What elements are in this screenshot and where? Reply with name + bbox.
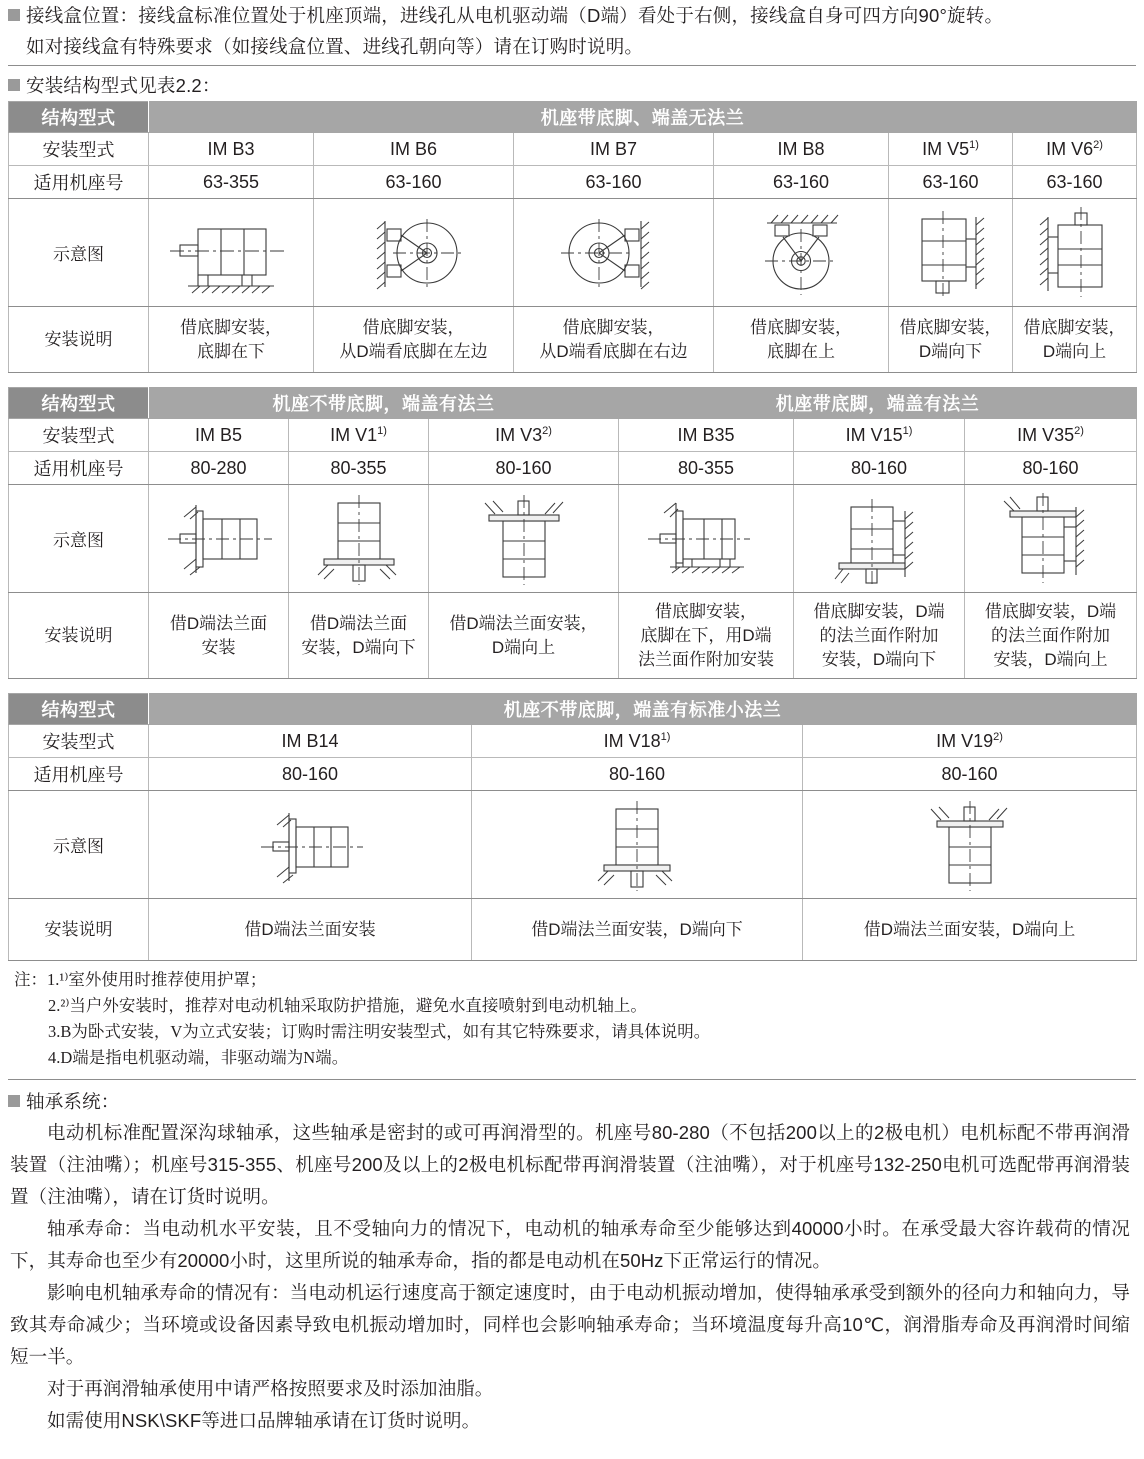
diagram-cell-im-b7 bbox=[514, 199, 714, 307]
diagram-cell-im-v1 bbox=[289, 485, 429, 593]
footnote-4: 4.D端是指电机驱动端，非驱动端为N端。 bbox=[48, 1048, 349, 1067]
motor-end-view-feet-right-icon bbox=[539, 203, 689, 303]
cell-mounting-note: 借D端法兰面安装 bbox=[149, 899, 472, 961]
intro-section bbox=[8, 0, 1136, 101]
bearing-paragraph-4: 对于再润滑轴承使用中请严格按照要求及时添加油脂。 bbox=[47, 1378, 494, 1399]
small-flange-horizontal-icon bbox=[245, 795, 375, 895]
row-label-frame-size: 适用机座号 bbox=[9, 452, 149, 485]
cell-frame-size: 63-160 bbox=[889, 166, 1013, 199]
cell-mounting-type: IM B14 bbox=[149, 725, 472, 758]
row-label-mounting-type: 安装型式 bbox=[9, 133, 149, 166]
flange-feet-horizontal-icon bbox=[636, 489, 776, 589]
cell-mounting-type: IM V6$^{2)}$ bbox=[1013, 133, 1137, 166]
diagram-cell-im-v3 bbox=[429, 485, 619, 593]
cell-frame-size: 80-160 bbox=[965, 452, 1137, 485]
row-label-frame-size: 适用机座号 bbox=[9, 166, 149, 199]
cell-mounting-note: 借底脚安装， 从D端看底脚在右边 bbox=[514, 307, 714, 373]
motor-end-view-feet-up-icon bbox=[731, 203, 871, 303]
divider-rule-1 bbox=[8, 65, 1136, 66]
flange-vertical-shaft-down-icon bbox=[294, 489, 424, 589]
row-label-mounting-type: 安装型式 bbox=[9, 419, 149, 452]
diagram-cell-im-v5 bbox=[889, 199, 1013, 307]
cell-mounting-note: 借底脚安装，D端 的法兰面作附加 安装，D端向上 bbox=[965, 593, 1137, 679]
table-row bbox=[9, 388, 1137, 419]
table-row bbox=[9, 307, 1137, 373]
row-label-mounting-note: 安装说明 bbox=[9, 899, 149, 961]
diagram-cell-im-b3 bbox=[149, 199, 314, 307]
cell-mounting-type: IM B3 bbox=[149, 133, 314, 166]
diagram-cell-im-b35 bbox=[619, 485, 794, 593]
small-flange-vertical-down-icon bbox=[572, 795, 702, 895]
mounting-table-1 bbox=[8, 101, 1137, 373]
footnote-1: 注：1.¹⁾室外使用时推荐使用护罩； bbox=[14, 970, 267, 989]
cell-frame-size: 80-355 bbox=[619, 452, 794, 485]
diagram-cell-im-v6 bbox=[1013, 199, 1137, 307]
table-row bbox=[9, 791, 1137, 899]
cell-frame-size: 80-160 bbox=[794, 452, 965, 485]
diagram-cell-im-v19 bbox=[803, 791, 1137, 899]
cell-mounting-note: 借D端法兰面安装，D端向上 bbox=[803, 899, 1137, 961]
diagram-cell-im-b5 bbox=[149, 485, 289, 593]
diagram-cell-im-b14 bbox=[149, 791, 472, 899]
cell-mounting-type: IM B6 bbox=[314, 133, 514, 166]
bearing-paragraph-1: 电动机标准配置深沟球轴承，这些轴承是密封的或可再润滑型的。机座号80-280（不包括200以上的2极电机）电机标配不带再润滑装置（注油嘴）；机座号315-355、机座号200及以上的2极电机标配带再润滑装置（注油嘴），对于机座号132-250电机可选配带再润滑装置（注油嘴），请在订货时说明。 bbox=[10, 1122, 1130, 1207]
row-label-structure-type: 结构型式 bbox=[9, 102, 149, 133]
row-label-mounting-note: 安装说明 bbox=[9, 307, 149, 373]
table-row bbox=[9, 199, 1137, 307]
cell-frame-size: 63-160 bbox=[514, 166, 714, 199]
small-flange-vertical-up-icon bbox=[905, 795, 1035, 895]
group-header-2-2: 机座带底脚，端盖有法兰 bbox=[619, 388, 1137, 419]
cell-mounting-note: 借底脚安装， 底脚在下，用D端 法兰面作附加安装 bbox=[619, 593, 794, 679]
bearing-paragraph-3: 影响电机轴承寿命的情况有：当电动机运行速度高于额定速度时，由于电动机振动增加，使得轴承承受到额外的径向力和轴向力，导致其寿命减少；当环境或设备因素导致电机振动增加时，同样也会影响轴承寿命；当环境温度每升高10℃，润滑脂寿命及再润滑时间缩短一半。 bbox=[10, 1282, 1130, 1367]
diagram-cell-im-v18 bbox=[472, 791, 803, 899]
cell-frame-size: 80-160 bbox=[803, 758, 1137, 791]
cell-mounting-note: 借底脚安装， D端向上 bbox=[1013, 307, 1137, 373]
divider-rule-2 bbox=[8, 1079, 1136, 1080]
table-row bbox=[9, 452, 1137, 485]
mounting-table-3 bbox=[8, 693, 1137, 961]
cell-mounting-note: 借D端法兰面 安装 bbox=[149, 593, 289, 679]
table-row bbox=[9, 694, 1137, 725]
bullet-bearing-system bbox=[8, 1086, 1136, 1117]
bearing-paragraph-2: 轴承寿命：当电动机水平安装，且不受轴向力的情况下，电动机的轴承寿命至少能够达到40000小时。在承受最大容许载荷的情况下，其寿命也至少有20000小时，这里所说的轴承寿命，指的都是电动机在50Hz下正常运行的情况。 bbox=[10, 1218, 1130, 1271]
table-row bbox=[9, 725, 1137, 758]
table-row bbox=[9, 419, 1137, 452]
motor-vertical-shaft-down-wall-icon bbox=[896, 203, 1006, 303]
table-row bbox=[9, 133, 1137, 166]
group-header-1-1: 机座带底脚、端盖无法兰 bbox=[149, 102, 1137, 133]
row-label-mounting-type: 安装型式 bbox=[9, 725, 149, 758]
cell-mounting-type: IM V1$^{1)}$ bbox=[289, 419, 429, 452]
mounting-table-2 bbox=[8, 387, 1137, 679]
bullet-terminal-box-text-line2: 如对接线盒有特殊要求（如接线盒位置、进线孔朝向等）请在订购时说明。 bbox=[26, 36, 644, 57]
row-label-structure-type: 结构型式 bbox=[9, 388, 149, 419]
bearing-system-heading: 轴承系统： bbox=[26, 1091, 120, 1112]
diagram-cell-im-v15 bbox=[794, 485, 965, 593]
table-row bbox=[9, 758, 1137, 791]
square-bullet-icon bbox=[8, 9, 20, 21]
table-row bbox=[9, 899, 1137, 961]
cell-mounting-note: 借底脚安装， 从D端看底脚在左边 bbox=[314, 307, 514, 373]
footnote-3: 3.B为卧式安装，V为立式安装；订购时需注明安装型式，如有其它特殊要求，请具体说明。 bbox=[48, 1022, 711, 1041]
flange-feet-vertical-up-icon bbox=[988, 489, 1113, 589]
row-label-diagram: 示意图 bbox=[9, 485, 149, 593]
square-bullet-icon bbox=[8, 79, 20, 91]
bullet-terminal-box bbox=[8, 0, 1136, 31]
cell-frame-size: 80-160 bbox=[429, 452, 619, 485]
flange-feet-vertical-down-icon bbox=[817, 489, 942, 589]
table-row bbox=[9, 485, 1137, 593]
row-label-mounting-note: 安装说明 bbox=[9, 593, 149, 679]
bullet-terminal-box-text: 接线盒位置：接线盒标准位置处于机座顶端，进线孔从电机驱动端（D端）看处于右侧，接线盒自身可四方向90°旋转。 bbox=[26, 5, 1004, 26]
group-header-2-1: 机座不带底脚，端盖有法兰 bbox=[149, 388, 619, 419]
cell-mounting-note: 借底脚安装， 底脚在下 bbox=[149, 307, 314, 373]
cell-mounting-type: IM B35 bbox=[619, 419, 794, 452]
cell-frame-size: 80-160 bbox=[472, 758, 803, 791]
row-label-frame-size: 适用机座号 bbox=[9, 758, 149, 791]
cell-mounting-type: IM V35$^{2)}$ bbox=[965, 419, 1137, 452]
table-row bbox=[9, 166, 1137, 199]
cell-frame-size: 63-355 bbox=[149, 166, 314, 199]
cell-mounting-note: 借D端法兰面 安装，D端向下 bbox=[289, 593, 429, 679]
motor-end-view-feet-left-icon bbox=[339, 203, 489, 303]
motor-horizontal-feet-down-icon bbox=[156, 203, 306, 303]
bullet-mounting-table-ref bbox=[8, 70, 1136, 101]
group-header-3-1: 机座不带底脚，端盖有标准小法兰 bbox=[149, 694, 1137, 725]
cell-mounting-type: IM V19$^{2)}$ bbox=[803, 725, 1137, 758]
cell-mounting-type: IM V15$^{1)}$ bbox=[794, 419, 965, 452]
flange-horizontal-icon bbox=[154, 489, 284, 589]
cell-frame-size: 80-280 bbox=[149, 452, 289, 485]
table-footnotes bbox=[8, 967, 1136, 1071]
cell-mounting-note: 借底脚安装， 底脚在上 bbox=[714, 307, 889, 373]
cell-frame-size: 80-355 bbox=[289, 452, 429, 485]
cell-mounting-note: 借底脚安装，D端 的法兰面作附加 安装，D端向下 bbox=[794, 593, 965, 679]
cell-mounting-note: 借D端法兰面安装，D端向下 bbox=[472, 899, 803, 961]
cell-frame-size: 80-160 bbox=[149, 758, 472, 791]
cell-mounting-note: 借底脚安装， D端向下 bbox=[889, 307, 1013, 373]
row-label-diagram: 示意图 bbox=[9, 199, 149, 307]
diagram-cell-im-b8 bbox=[714, 199, 889, 307]
cell-mounting-type: IM V5$^{1)}$ bbox=[889, 133, 1013, 166]
cell-mounting-type: IM B5 bbox=[149, 419, 289, 452]
cell-frame-size: 63-160 bbox=[1013, 166, 1137, 199]
cell-mounting-note: 借D端法兰面安装， D端向上 bbox=[429, 593, 619, 679]
table-row bbox=[9, 593, 1137, 679]
cell-mounting-type: IM B8 bbox=[714, 133, 889, 166]
cell-frame-size: 63-160 bbox=[314, 166, 514, 199]
bullet-mounting-table-ref-text: 安装结构型式见表2.2： bbox=[26, 75, 221, 96]
motor-vertical-shaft-up-wall-icon bbox=[1020, 203, 1130, 303]
diagram-cell-im-b6 bbox=[314, 199, 514, 307]
bearing-paragraph-5: 如需使用NSK\SKF等进口品牌轴承请在订货时说明。 bbox=[47, 1410, 481, 1431]
cell-frame-size: 63-160 bbox=[714, 166, 889, 199]
cell-mounting-type: IM B7 bbox=[514, 133, 714, 166]
footnote-2: 2.²⁾当户外安装时，推荐对电动机轴采取防护措施，避免水直接喷射到电动机轴上。 bbox=[48, 996, 647, 1015]
table-row bbox=[9, 102, 1137, 133]
diagram-cell-im-v35 bbox=[965, 485, 1137, 593]
flange-vertical-shaft-up-icon bbox=[449, 489, 599, 589]
square-bullet-icon bbox=[8, 1095, 20, 1107]
row-label-structure-type: 结构型式 bbox=[9, 694, 149, 725]
cell-mounting-type: IM V3$^{2)}$ bbox=[429, 419, 619, 452]
row-label-diagram: 示意图 bbox=[9, 791, 149, 899]
cell-mounting-type: IM V18$^{1)}$ bbox=[472, 725, 803, 758]
